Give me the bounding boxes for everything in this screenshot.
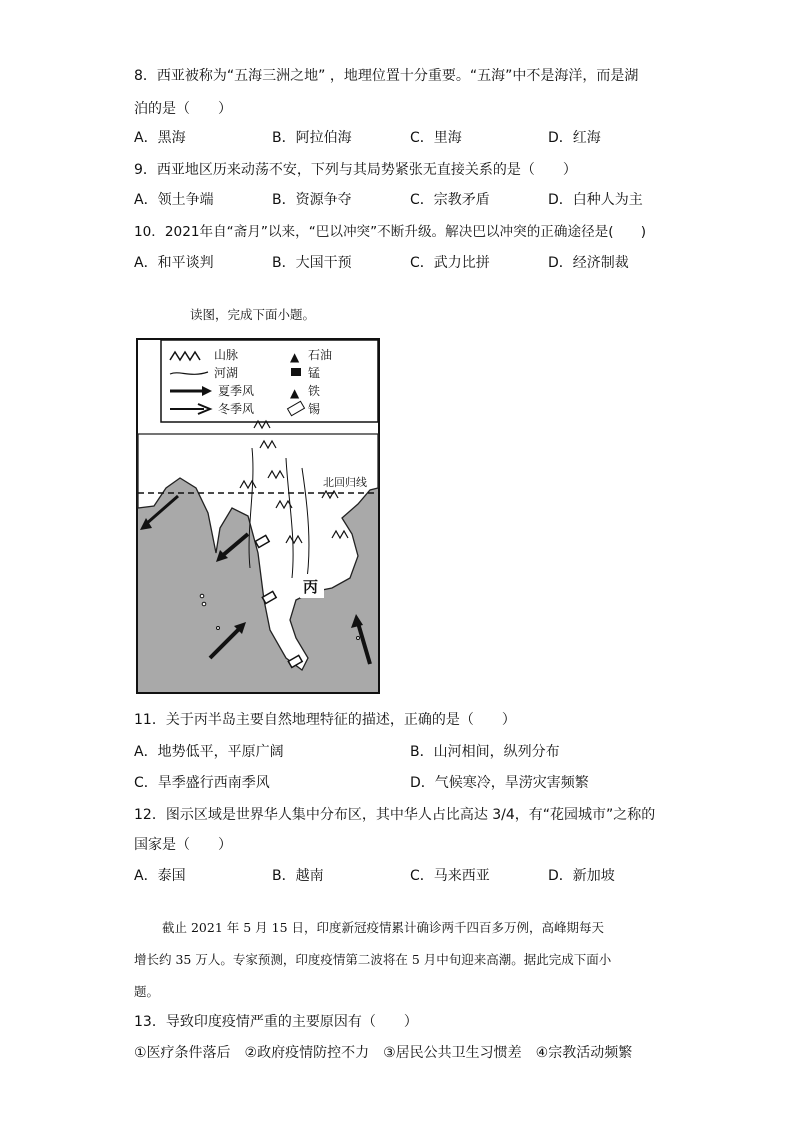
q12-option-b[interactable]: B．越南 <box>272 868 324 884</box>
q9-stem: 9．西亚地区历来动荡不安，下列与其局势紧张无直接关系的是（ ） <box>134 162 577 178</box>
passage-line3: 题。 <box>134 984 160 999</box>
passage-line2: 增长约 35 万人。专家预测，印度疫情第二波将在 5 月中旬迎来高潮。据此完成下面小 <box>134 952 612 967</box>
southeast-asia-map <box>136 338 380 694</box>
mountain-legend-icon <box>168 348 210 362</box>
q11-option-a[interactable]: A．地势低平，平原广阔 <box>134 744 284 760</box>
q8-stem-line1: 8．西亚被称为“五海三洲之地” ，地理位置十分重要。“五海”中不是海洋，而是湖 <box>134 68 639 84</box>
q10-option-a[interactable]: A．和平谈判 <box>134 255 214 271</box>
passage-line1: 截止 2021 年 5 月 15 日，印度新冠疫情累计确诊两千四百多万例，高峰期每天 <box>162 920 605 935</box>
legend-iron-label: 铁 <box>308 384 321 398</box>
q9-option-d[interactable]: D．白种人为主 <box>548 192 643 208</box>
q8-option-b[interactable]: B．阿拉伯海 <box>272 130 352 146</box>
q12-stem-line1: 12．图示区域是世界华人集中分布区，其中华人占比高达 3/4，有“花园城市”之称的 <box>134 807 656 823</box>
q12-stem-line2: 国家是（ ） <box>134 837 232 853</box>
q9-option-c[interactable]: C．宗教矛盾 <box>410 192 490 208</box>
q8-option-d[interactable]: D．红海 <box>548 130 601 146</box>
q11-option-b[interactable]: B．山河相间，纵列分布 <box>410 744 560 760</box>
peninsula-label: 丙 <box>303 578 319 596</box>
q9-option-b[interactable]: B．资源争夺 <box>272 192 352 208</box>
q13-stem: 13．导致印度疫情严重的主要原因有（ ） <box>134 1014 418 1030</box>
q10-stem: 10．2021年自“斋月”以来，“巴以冲突”不断升级。解决巴以冲突的正确途径是( ) <box>134 224 647 240</box>
legend-summer-monsoon-label: 夏季风 <box>218 384 255 398</box>
manganese-legend-icon <box>291 368 301 376</box>
iron-legend-icon: ▲ <box>290 386 300 400</box>
q9-option-a[interactable]: A．领土争端 <box>134 192 214 208</box>
legend-river-label: 河湖 <box>214 366 239 380</box>
q11-stem: 11．关于丙半岛主要自然地理特征的描述，正确的是（ ） <box>134 712 516 728</box>
q12-option-a[interactable]: A．泰国 <box>134 868 186 884</box>
q12-option-c[interactable]: C．马来西亚 <box>410 868 490 884</box>
legend-oil-label: 石油 <box>308 348 333 362</box>
q10-option-d[interactable]: D．经济制裁 <box>548 255 629 271</box>
q10-option-b[interactable]: B．大国干预 <box>272 255 352 271</box>
q8-stem-line2: 泊的是（ ） <box>134 101 232 117</box>
q13-statements: ①医疗条件落后 ②政府疫情防控不力 ③居民公共卫生习惯差 ④宗教活动频繁 <box>134 1045 633 1061</box>
tropic-of-cancer-label: 北回归线 <box>323 476 367 489</box>
q10-option-c[interactable]: C．武力比拼 <box>410 255 490 271</box>
river-legend-icon <box>168 366 210 380</box>
legend-mountain-label: 山脉 <box>214 348 239 362</box>
q11-option-c[interactable]: C．旱季盛行西南季风 <box>134 775 270 791</box>
summer-monsoon-legend-icon <box>168 384 214 398</box>
oil-legend-icon: ▲ <box>290 350 300 364</box>
q11-option-d[interactable]: D．气候寒冷，旱涝灾害频繁 <box>410 775 589 791</box>
q12-option-d[interactable]: D．新加坡 <box>548 868 615 884</box>
q8-option-c[interactable]: C．里海 <box>410 130 462 146</box>
legend-winter-monsoon-label: 冬季风 <box>218 402 255 416</box>
map-intro: 读图，完成下面小题。 <box>190 307 316 322</box>
q8-option-a[interactable]: A．黑海 <box>134 130 186 146</box>
winter-monsoon-legend-icon <box>168 402 214 416</box>
legend-manganese-label: 锰 <box>308 366 321 380</box>
legend-tin-label: 锡 <box>308 402 321 416</box>
